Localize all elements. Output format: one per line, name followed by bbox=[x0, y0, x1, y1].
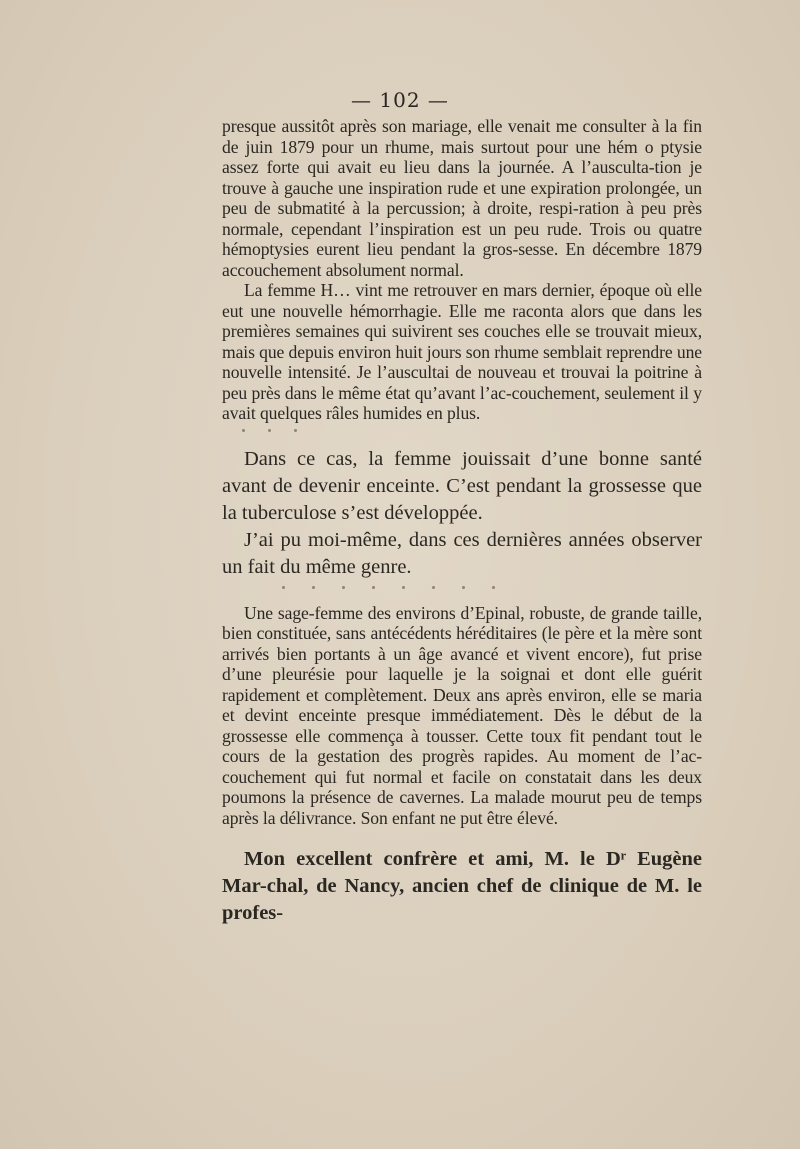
separator-dots bbox=[222, 426, 702, 436]
page-number: — 102 — bbox=[351, 88, 449, 112]
paragraph-own-observation: J’ai pu moi-même, dans ces dernières années observer un fait du même genre. bbox=[222, 528, 702, 578]
paragraph-return-visit: La femme H… vint me retrouver en mars dernier, époque où elle eut une nouvelle hémorrhagie. Elle me raconta alors que dans les premières semaines qui suivirent ses couches elle se trouvait mieux, mais que depuis environ huit jours son rhume semblait reprendre une nouvelle intensité. Je l’auscultai de nouveau et trouvai la poitrine à peu près dans le même état qu’avant l’ac-couchement, seulement il y avait quelques râles humides en plus. bbox=[222, 280, 702, 423]
paragraph-conclusion: Dans ce cas, la femme jouissait d’une bonne santé avant de devenir enceinte. C’est pendant la grossesse que la tuberculose s’est développée. bbox=[222, 447, 702, 524]
separator-dots-2 bbox=[222, 583, 702, 593]
paragraph-midwife-case: Une sage-femme des environs d’Epinal, robuste, de grande taille, bien constituée, sans antécédents héréditaires (le père et la mère sont arrivés bien portants à un âge avancé et vivent encore), fut prise d’une pleurésie pour laquelle je la soignai et dont elle guérit rapidement et complètement. Deux ans après environ, elle se maria et devint enceinte presque immédiatement. Dès le début de la grossesse elle commença à tousser. Cette toux fit pendant tout le cours de la gestation des progrès rapides. Au moment de l’ac-couchement qui fut normal et facile on constatait dans les deux poumons la présence de cavernes. La malade mourut peu de temps après la délivrance. Son enfant ne put être élevé. bbox=[222, 602, 702, 828]
page-body bbox=[222, 116, 702, 927]
paragraph-colleague: Mon excellent confrère et ami, M. le Dʳ Eugène Mar-chal, de Nancy, ancien chef de clinique de M. le profes- bbox=[222, 848, 702, 924]
paragraph-case-history: presque aussitôt après son mariage, elle venait me consulter à la fin de juin 1879 pour un rhume, mais surtout pour une hém o ptysie assez forte qui avait eu lieu dans la journée. A l’ausculta-tion je trouve à gauche une inspiration rude et une expiration prolongée, un peu de submatité à la percussion; à droite, respi-ration à peu près normale, cependant l’inspiration est un peu rude. Trois ou quatre hémoptysies eurent lieu pendant la gros-sesse. En décembre 1879 accouchement absolument normal. bbox=[222, 116, 702, 280]
